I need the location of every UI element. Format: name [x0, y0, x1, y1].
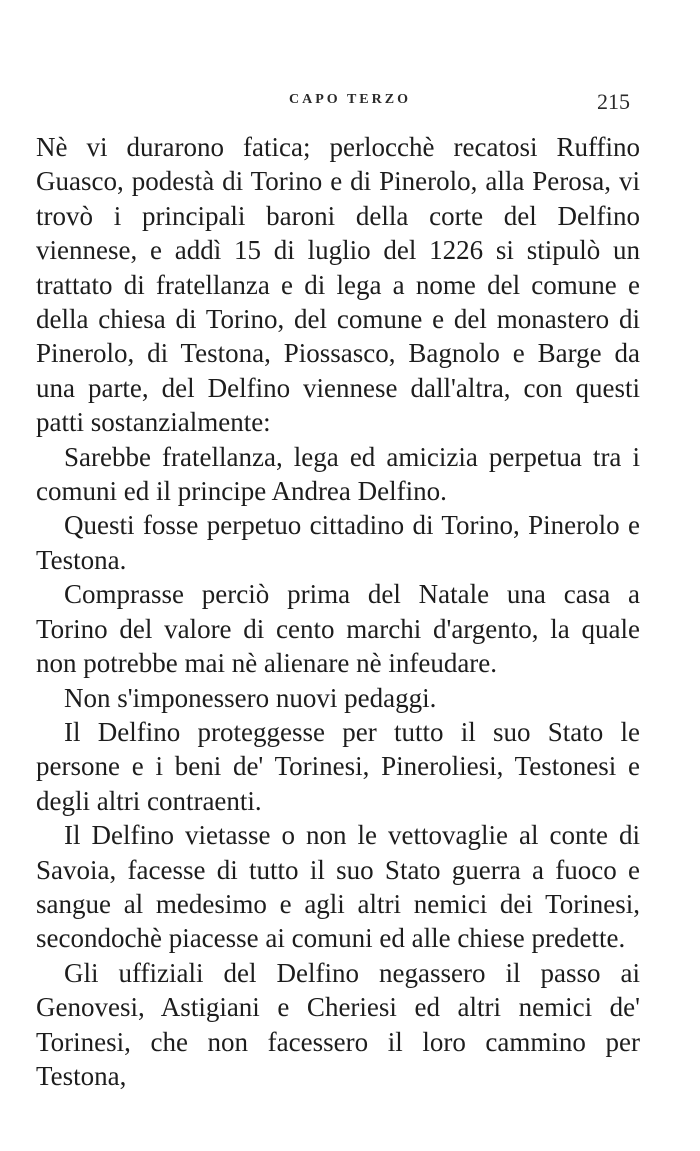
paragraph: Gli uffiziali del Delfino negassero il passo ai Genovesi, Astigiani e Cheriesi ed altri nemici de' Torinesi, che non facessero il loro cammino per Testona, — [36, 957, 640, 1091]
body-text — [36, 130, 640, 1093]
paragraph: Comprasse perciò prima del Natale una casa a Torino del valore di cento marchi d'argento, la quale non potrebbe mai nè alienare nè infeudare. — [36, 579, 640, 679]
page-number: 215 — [597, 89, 630, 114]
paragraph: Il Delfino vietasse o non le vettovaglie al conte di Savoia, facesse di tutto il suo Stato guerra a fuoco e sangue al medesimo e agli altri nemici dei Torinesi, secondochè piacesse ai comuni ed alle chiese predette. — [36, 820, 640, 954]
page-header — [0, 89, 700, 116]
paragraph: Sarebbe fratellanza, lega ed amicizia perpetua tra i comuni ed il principe Andrea Delfino. — [36, 441, 640, 507]
paragraph: Nè vi durarono fatica; perlocchè recatosi Ruffino Guasco, podestà di Torino e di Pinerolo, alla Perosa, vi trovò i principali baroni della corte del Delfino viennese, e addì 15 di luglio del 1226 si stipulò un trattato di fratellanza e di lega a nome del comune e della chiesa di Torino, del comune e del monastero di Pinerolo, di Testona, Piossasco, Bagnolo e Barge da una parte, del Delfino viennese dall'altra, con questi patti sostanzialmente: — [36, 132, 640, 438]
paragraph: Il Delfino proteggesse per tutto il suo Stato le persone e i beni de' Torinesi, Pineroliesi, Testonesi e degli altri contraenti. — [36, 716, 640, 816]
paragraph: Non s'imponessero nuovi pedaggi. — [64, 682, 437, 713]
paragraph: Questi fosse perpetuo cittadino di Torino, Pinerolo e Testona. — [36, 510, 640, 575]
running-title: CAPO TERZO — [289, 92, 411, 107]
